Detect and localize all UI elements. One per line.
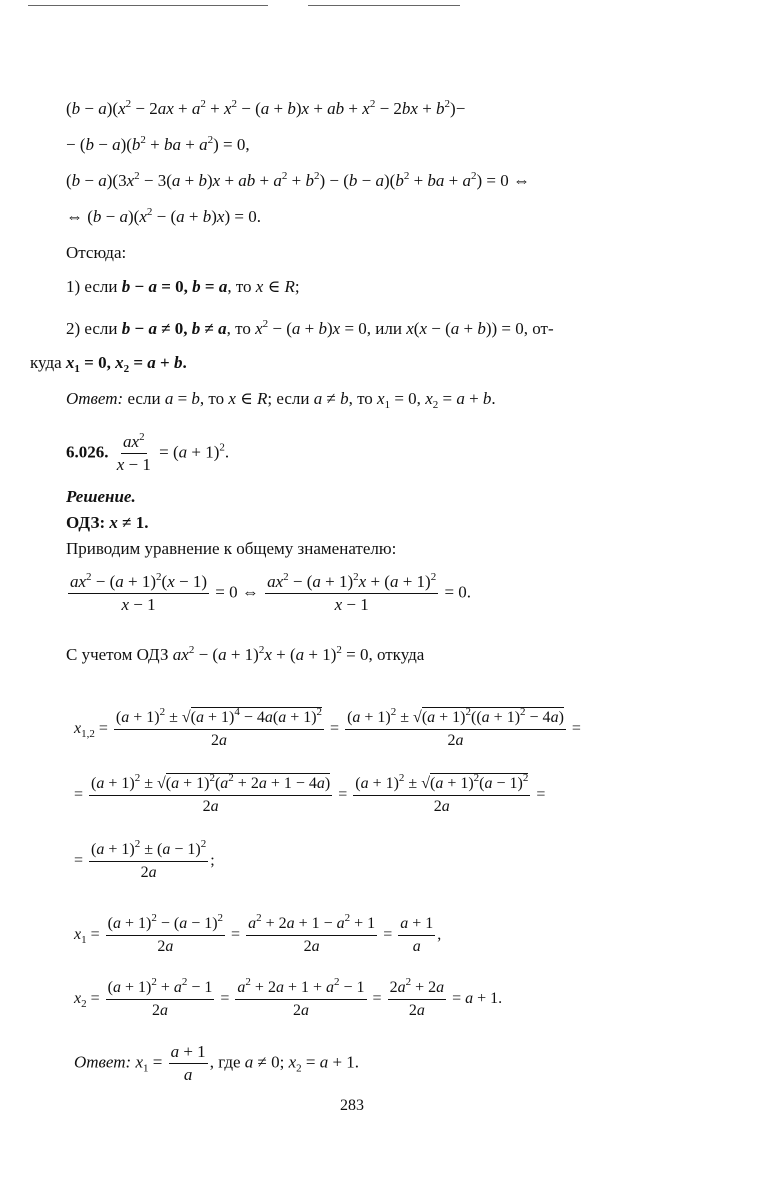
x12-line-b: = $\frac{(a + 1)^2 \pm √(a + 1)^2(a^2 + 2a + 1 - 4a)}{2a}$ = $\frac{(a + 1)^2 \pm √(a + 1)^2(a - 1)^2}{2a}$ = xyxy=(74,772,546,815)
answer-1: Ответ: если a = b, то x ∈ R; если a ≠ b, то $x_1 = 0$, $x_2 = a + b$. xyxy=(66,389,496,411)
case-2-continued: куда $x_1 = 0$, $x_2 = a + b$. xyxy=(30,353,187,375)
otsyuda-label: Отсюда: xyxy=(66,243,127,262)
equation-line-1: $(b - a)(x^2 - 2ax + a^2 + x^2 - (a + b)x$ + ab + $x^2 - 2bx + b^2)-$ xyxy=(66,98,466,118)
with-odz-line: С учетом ОДЗ $ax^2 - (a + 1)^2x + (a + 1)^2 = 0$, откуда xyxy=(66,644,425,664)
solution-heading: Решение. xyxy=(66,487,136,506)
odz-line: ОДЗ: x ≠ 1. xyxy=(66,513,149,532)
header-rule-right xyxy=(308,5,460,6)
case-1: 1) если b − a = 0, b = a, то x ∈ R; xyxy=(66,277,300,296)
equation-line-4: ⇔ $(b - a)(x^2 - (a + b)x) = 0$. xyxy=(66,206,261,226)
x1-line: $x_1$ = $\frac{(a + 1)^2 - (a - 1)^2}{2a}$ = $\frac{a^2 + 2a + 1 - a^2 + 1}{2a}$ = $\frac{a + 1}{a}$ , xyxy=(74,912,442,955)
equation-line-3: $(b - a)(3x^2 - 3(a + b)x$ + ab + $a^2 + b^2) - (b - a)(b^2$ + ba + $a^2) = 0$ ⇔ xyxy=(66,170,531,190)
page-number: 283 xyxy=(340,1097,364,1114)
header-rule-left xyxy=(28,5,268,6)
x12-line-a: $x_{1,2}$ = $\frac{(a + 1)^2 \pm √(a + 1)^4 - 4a(a + 1)^2}{2a}$ = $\frac{(a + 1)^2 \pm √(a + 1)^2((a + 1)^2 - 4a)}{2a}$ = xyxy=(74,706,581,749)
x2-line: $x_2$ = $\frac{(a + 1)^2 + a^2 - 1}{2a}$ = $\frac{a^2 + 2a + 1 + a^2 - 1}{2a}$ = $\frac{2a^2 + 2a}{2a}$ = a + 1. xyxy=(74,976,503,1019)
answer-2: Ответ: $x_1$ = $\frac{a + 1}{a}$ , где a ≠ 0; $x_2 = a + 1$. xyxy=(74,1042,360,1084)
equation-line-2: − $(b - a)(b^2$ + ba + $a^2) = 0$, xyxy=(66,134,250,154)
common-denominator-text: Приводим уравнение к общему знаменателю: xyxy=(66,539,397,558)
equation-common: $\frac{ax^2 - (a + 1)^2(x - 1)}{x - 1}$ = 0 ⇔ $\frac{ax^2 - (a + 1)^2x + (a + 1)^2}{x - 1}$ = 0. xyxy=(70,571,472,614)
x12-line-c: = $\frac{(a + 1)^2 \pm (a - 1)^2}{2a}$ ; xyxy=(74,838,215,881)
problem-6026: 6.026. $\frac{ax^2}{x - 1}$ = $(a + 1)^2$. xyxy=(66,431,230,474)
case-2: 2) если b − a ≠ 0, b ≠ a, то $x^2 - (a + b)x = 0$, или x(x − (a + b)) = 0, от- xyxy=(66,318,554,338)
